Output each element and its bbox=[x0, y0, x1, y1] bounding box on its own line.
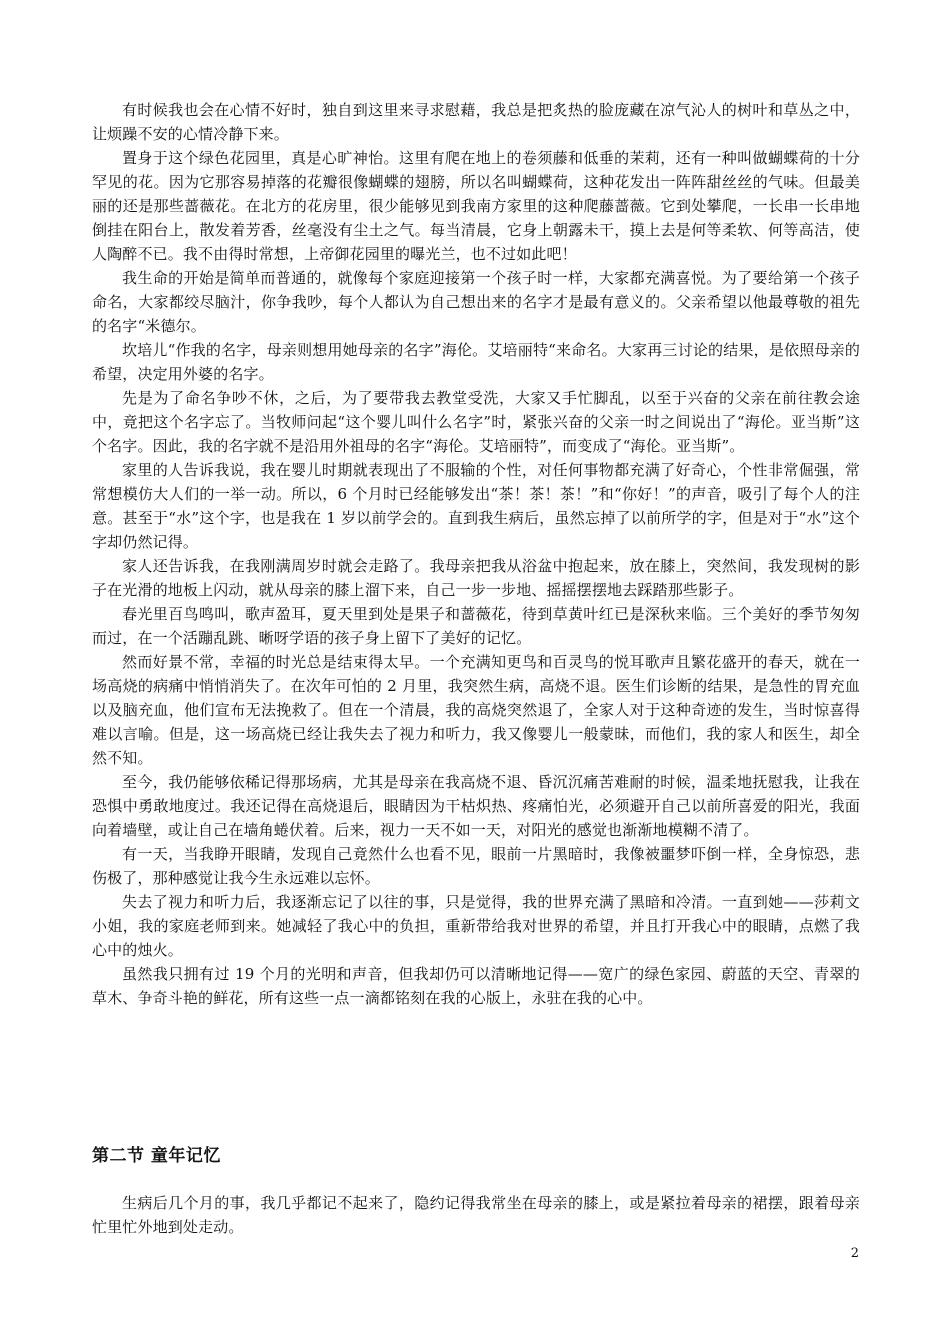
paragraph: 家人还告诉我，在我刚满周岁时就会走路了。我母亲把我从浴盆中抱起来，放在膝上，突然间，我发现树的影子在光滑的地板上闪动，就从母亲的膝上溜下来，自己一步一步地、摇摇摆摆地去踩踏那些影子。 bbox=[92, 557, 860, 599]
paragraph: 有一天，当我睁开眼睛，发现自己竟然什么也看不见，眼前一片黑暗时，我像被噩梦吓倒一样，全身惊恐，悲伤极了，那种感觉让我今生永远难以忘怀。 bbox=[92, 845, 860, 887]
paragraph: 然而好景不常，幸福的时光总是结束得太早。一个充满知更鸟和百灵鸟的悦耳歌声且繁花盛开的春天，就在一场高烧的病痛中悄悄消失了。在次年可怕的 2 月里，我突然生病，高烧不退。医生们诊断的结果，是急性的胃充血以及脑充血，他们宣布无法挽救了。但在一个清晨，我的高烧突然退了，全家人对于这种奇迹的发生，当时惊喜得难以言喻。但是，这一场高烧已经让我失去了视力和听力，我又像婴儿一般蒙昧，而他们，我的家人和医生，却全然不知。 bbox=[92, 653, 860, 767]
paragraph: 有时候我也会在心情不好时，独自到这里来寻求慰藉，我总是把炙热的脸庞藏在凉气沁人的树叶和草丛之中，让烦躁不安的心情冷静下来。 bbox=[92, 101, 860, 143]
paragraph: 先是为了命名争吵不休，之后，为了要带我去教堂受洗，大家又手忙脚乱，以至于兴奋的父亲在前往教会途中，竟把这个名字忘了。当牧师问起“这个婴儿叫什么名字”时，紧张兴奋的父亲一时之间说出了“海伦。亚当斯”这个名字。因此，我的名字就不是沿用外祖母的名字“海伦。艾培丽特”，而变成了“海伦。亚当斯”。 bbox=[92, 389, 860, 455]
paragraph: 虽然我只拥有过 19 个月的光明和声音，但我却仍可以清晰地记得——宽广的绿色家园、蔚蓝的天空、青翠的草木、争奇斗艳的鲜花，所有这些一点一滴都铭刻在我的心版上，永驻在我的心中。 bbox=[92, 965, 860, 1007]
paragraph: 春光里百鸟鸣叫，歌声盈耳，夏天里到处是果子和蔷薇花，待到草黄叶红已是深秋来临。三个美好的季节匆匆而过，在一个活蹦乱跳、晰呀学语的孩子身上留下了美好的记忆。 bbox=[92, 605, 860, 647]
section-body bbox=[92, 1191, 860, 1239]
paragraph: 置身于这个绿色花园里，真是心旷神怡。这里有爬在地上的卷须藤和低垂的茉莉，还有一种叫做蝴蝶荷的十分罕见的花。因为它那容易掉落的花瓣很像蝴蝶的翅膀，所以名叫蝴蝶荷，这种花发出一阵阵甜丝丝的气味。但最美丽的还是那些蔷薇花。在北方的花房里，很少能够见到我南方家里的这种爬藤蔷薇。它到处攀爬，一长串一长串地倒挂在阳台上，散发着芳香，丝毫没有尘土之气。每当清晨，它身上朝露未干，摸上去是何等柔软、何等高洁，使人陶醉不已。我不由得时常想，上帝御花园里的曝光兰，也不过如此吧！ bbox=[92, 149, 860, 263]
page-number: 2 bbox=[850, 1246, 859, 1261]
paragraph: 我生命的开始是简单而普通的，就像每个家庭迎接第一个孩子时一样，大家都充满喜悦。为了要给第一个孩子命名，大家都绞尽脑汁，你争我吵，每个人都认为自己想出来的名字才是最有意义的。父亲希望以他最尊敬的祖先的名字“米德尔。 bbox=[92, 269, 860, 335]
paragraph: 坎培儿“作我的名字，母亲则想用她母亲的名字”海伦。艾培丽特“来命名。大家再三讨论的结果，是依照母亲的希望，决定用外婆的名字。 bbox=[92, 341, 860, 383]
paragraph: 家里的人告诉我说，我在婴儿时期就表现出了不服输的个性，对任何事物都充满了好奇心，个性非常倔强，常常想模仿大人们的一举一动。所以，6 个月时已经能够发出“茶！茶！茶！”和“你好！”的声音，吸引了每个人的注意。甚至于“水”这个字，也是我在 1 岁以前学会的。直到我生病后，虽然忘掉了以前所学的字，但是对于“水”这个字却仍然记得。 bbox=[92, 461, 860, 551]
body-text bbox=[92, 98, 860, 1010]
paragraph: 至今，我仍能够依稀记得那场病，尤其是母亲在我高烧不退、昏沉沉痛苦难耐的时候，温柔地抚慰我，让我在恐惧中勇敢地度过。我还记得在高烧退后，眼睛因为干枯炽热、疼痛怕光，必须避开自己以前所喜爱的阳光，我面向着墙壁，或让自己在墙角蜷伏着。后来，视力一天不如一天，对阳光的感觉也渐渐地模糊不清了。 bbox=[92, 773, 860, 839]
section-heading: 第二节 童年记忆 bbox=[92, 1146, 221, 1166]
paragraph: 生病后几个月的事，我几乎都记不起来了，隐约记得我常坐在母亲的膝上，或是紧拉着母亲的裙摆，跟着母亲忙里忙外地到处走动。 bbox=[92, 1194, 860, 1236]
paragraph: 失去了视力和听力后，我逐渐忘记了以往的事，只是觉得，我的世界充满了黑暗和冷清。一直到她——莎莉文小姐，我的家庭老师到来。她减轻了我心中的负担，重新带给我对世界的希望，并且打开我心中的眼睛，点燃了我心中的烛火。 bbox=[92, 893, 860, 959]
